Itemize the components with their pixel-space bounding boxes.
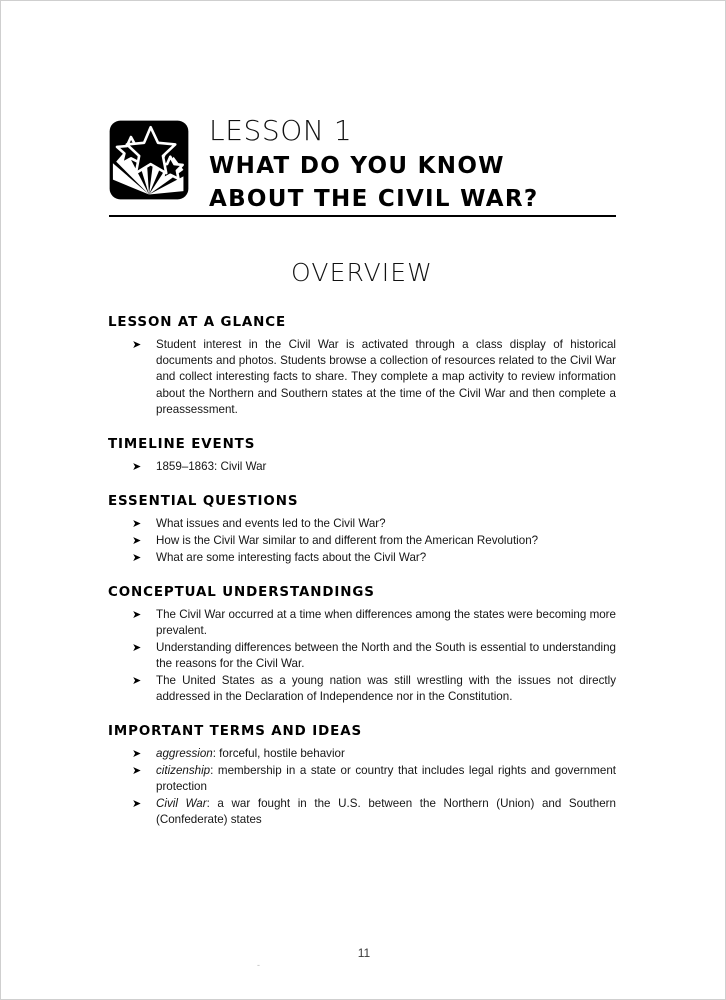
list-item [108,516,616,532]
section [108,493,616,566]
bullet-list [108,459,616,475]
scan-artifact: - [257,960,260,970]
list-item-text: Understanding differences between the North and the South is essential to understanding the reasons for the Civil War. [156,640,616,670]
list-item-text: : membership in a state or country that includes legal rights and government protection [156,763,616,793]
section-heading: CONCEPTUAL UNDERSTANDINGS [108,584,375,600]
lesson-title-block [108,115,616,213]
section [108,314,616,418]
list-item-text: The United States as a young nation was still wrestling with the issues not directly addressed in the Declaration of Independence nor in the Constitution. [156,673,616,703]
term-label: Civil War [156,796,207,810]
list-item [108,763,616,795]
title-divider [109,215,616,217]
list-item [108,459,616,475]
lesson-number: LESSON 1 [209,114,353,147]
section-heading: TIMELINE EVENTS [108,437,256,453]
bullet-list [108,746,616,828]
sections-container [108,314,616,846]
list-item-text: The Civil War occurred at a time when differences among the states were becoming more prevalent. [156,607,616,638]
overview-heading: OVERVIEW [291,258,433,287]
section [108,584,616,705]
section-heading: LESSON AT A GLANCE [108,315,287,330]
list-item [108,673,616,705]
list-item [108,746,616,762]
arrow-bullet-icon: ➤ [132,339,142,351]
arrow-bullet-icon: ➤ [132,518,142,531]
list-item [108,640,616,672]
page-number: 11 [357,946,371,960]
list-item [108,533,616,549]
lesson-title-line2: ABOUT THE CIVIL WAR? [209,186,539,212]
section-heading: IMPORTANT TERMS AND IDEAS [108,724,362,740]
term-label: citizenship [156,763,211,777]
arrow-bullet-icon: ➤ [132,551,142,564]
list-item-text: 1859–1863: Civil War [156,460,267,474]
title-row [108,115,616,213]
list-item [108,607,616,639]
stars-burst-icon [108,119,190,201]
list-item [108,337,616,418]
bullet-list [108,516,616,566]
section [108,723,616,828]
arrow-bullet-icon: ➤ [132,461,142,474]
arrow-bullet-icon: ➤ [132,797,142,810]
arrow-bullet-icon: ➤ [132,764,142,777]
list-item-text: How is the Civil War similar to and different from the American Revolution? [156,533,539,547]
bullet-list [108,337,616,418]
list-item-text: : a war fought in the U.S. between the Northern (Union) and Southern (Confederate) states [156,796,616,826]
list-item-text: What are some interesting facts about the Civil War? [156,550,427,564]
list-item [108,550,616,566]
section [108,436,616,475]
term-label: aggression [156,747,213,761]
list-item-text: Student interest in the Civil War is activated through a class display of historical documents and photos. Students browse a collection of resources related to the Civil War and collect interesting facts to share. They complete a map activity to review information about the Northern and Southern states at the time of the Civil War and then complete a preassessment. [156,338,616,416]
list-item-text: What issues and events led to the Civil War? [156,517,386,531]
list-item [108,796,616,828]
lesson-title-line1: WHAT DO YOU KNOW [209,153,505,179]
bullet-list [108,607,616,705]
section-heading: ESSENTIAL QUESTIONS [108,494,299,510]
arrow-bullet-icon: ➤ [132,674,142,687]
title-text-group [209,115,539,213]
arrow-bullet-icon: ➤ [132,641,142,654]
arrow-bullet-icon: ➤ [132,608,142,621]
arrow-bullet-icon: ➤ [132,748,142,761]
list-item-text: : forceful, hostile behavior [212,747,345,761]
arrow-bullet-icon: ➤ [132,534,142,547]
